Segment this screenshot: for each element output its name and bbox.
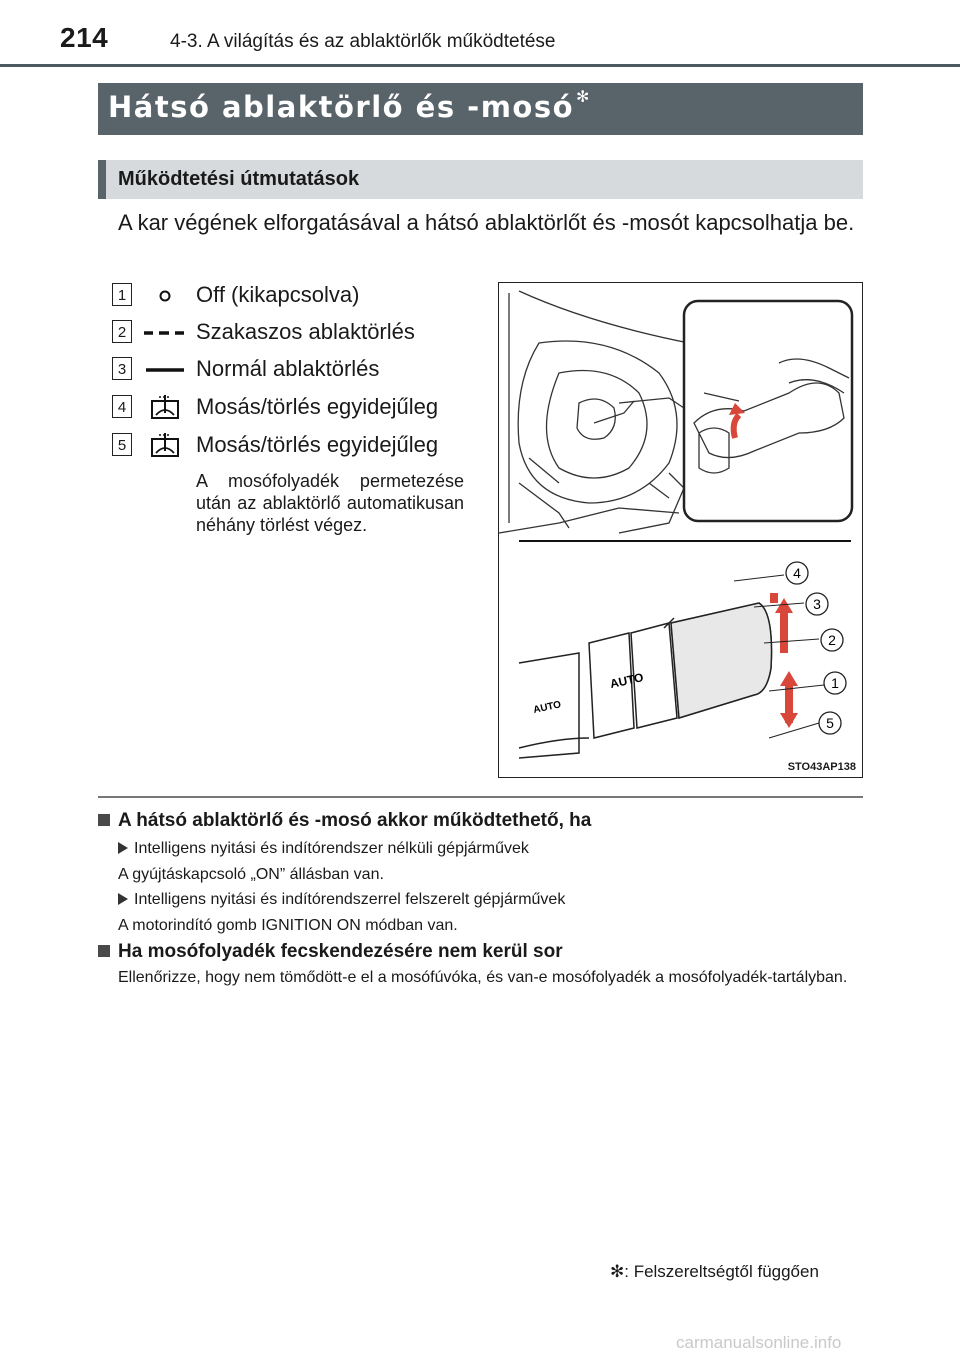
vehicle-type-bullet [118, 840, 529, 858]
no-spray-heading [98, 941, 563, 963]
callout-number: 1 [831, 675, 839, 691]
footnote [610, 1262, 819, 1282]
chapter-title: 4-3. A világítás és az ablaktörlők működtetése [170, 31, 556, 52]
intro-paragraph: A kar végének elforgatásával a hátsó ablaktörlőt és -mosót kapcsolhatja be. [118, 210, 855, 235]
triangle-bullet-icon [118, 842, 128, 854]
section-divider [98, 796, 863, 798]
washer-wipe-icon [142, 431, 188, 461]
position-label: Normál ablaktörlés [196, 356, 380, 381]
wiper-lever-illustration [498, 282, 863, 778]
condition-text: A motorindító gomb IGNITION ON módban van. [118, 917, 458, 934]
subsection-bar [98, 160, 863, 199]
bullet-text: Intelligens nyitási és indítórendszerrel felszerelt gépjárművek [134, 891, 566, 908]
dashboard-lever-drawing [499, 283, 861, 776]
footnote-text: : Felszereltségtől függően [624, 1262, 819, 1281]
watermark: carmanualsonline.info [676, 1333, 842, 1352]
bullet-text: Intelligens nyitási és indítórendszer nélküli gépjárművek [134, 840, 529, 857]
position-item [112, 431, 492, 461]
heading-text: A hátsó ablaktörlő és -mosó akkor működtethető, ha [118, 810, 592, 831]
normal-wipe-icon [142, 355, 188, 385]
position-item [112, 318, 492, 348]
position-number: 4 [112, 395, 132, 418]
section-title [108, 87, 591, 124]
callout-number: 3 [813, 596, 821, 612]
position-item [112, 393, 492, 423]
callout-number: 2 [828, 632, 836, 648]
off-circle-icon [142, 281, 188, 311]
triangle-bullet-icon [118, 893, 128, 905]
position-label: Szakaszos ablaktörlés [196, 319, 415, 344]
position-number: 5 [112, 433, 132, 456]
operating-condition-heading [98, 810, 591, 832]
position-number: 1 [112, 283, 132, 306]
position-number: 3 [112, 357, 132, 380]
intermittent-wipe-icon [142, 318, 188, 348]
position-item [112, 281, 492, 311]
position-5-note: A mosófolyadék permetezése után az ablaktörlő automatikusan néhány törlést végez. [196, 471, 464, 535]
footnote-mark: ✻ [610, 1262, 625, 1281]
no-spray-text: Ellenőrizze, hogy nem tömődött-e el a mosófúvóka, és van-e mosófolyadék a mosófolyadék-tartályban. [118, 969, 848, 986]
callout-number: 5 [826, 715, 834, 731]
callout-number: 4 [793, 565, 801, 581]
subsection-title: Működtetési útmutatások [118, 168, 360, 190]
square-bullet-icon [98, 945, 110, 957]
illustration-code: STO43AP138 [787, 761, 856, 773]
square-bullet-icon [98, 814, 110, 826]
position-label: Off (kikapcsolva) [196, 282, 360, 307]
vehicle-type-bullet [118, 891, 565, 909]
switch-auto-label-2: AUTO [532, 699, 563, 716]
page-number: 214 [60, 22, 109, 53]
position-label: Mosás/törlés egyidejűleg [196, 432, 439, 457]
switch-auto-label: AUTO [608, 670, 645, 691]
washer-wipe-icon [142, 393, 188, 423]
subsection-marker [98, 160, 106, 199]
header-divider [0, 64, 960, 67]
heading-text: Ha mosófolyadék fecskendezésére nem kerül sor [118, 941, 563, 962]
position-item [112, 355, 492, 385]
section-title-bar [98, 83, 863, 135]
position-label: Mosás/törlés egyidejűleg [196, 394, 439, 419]
section-title-text: Hátsó ablaktörlő és -mosó [108, 90, 575, 124]
position-number: 2 [112, 320, 132, 343]
optional-equipment-mark: ✻ [576, 87, 591, 107]
condition-text: A gyújtáskapcsoló „ON” állásban van. [118, 866, 384, 883]
